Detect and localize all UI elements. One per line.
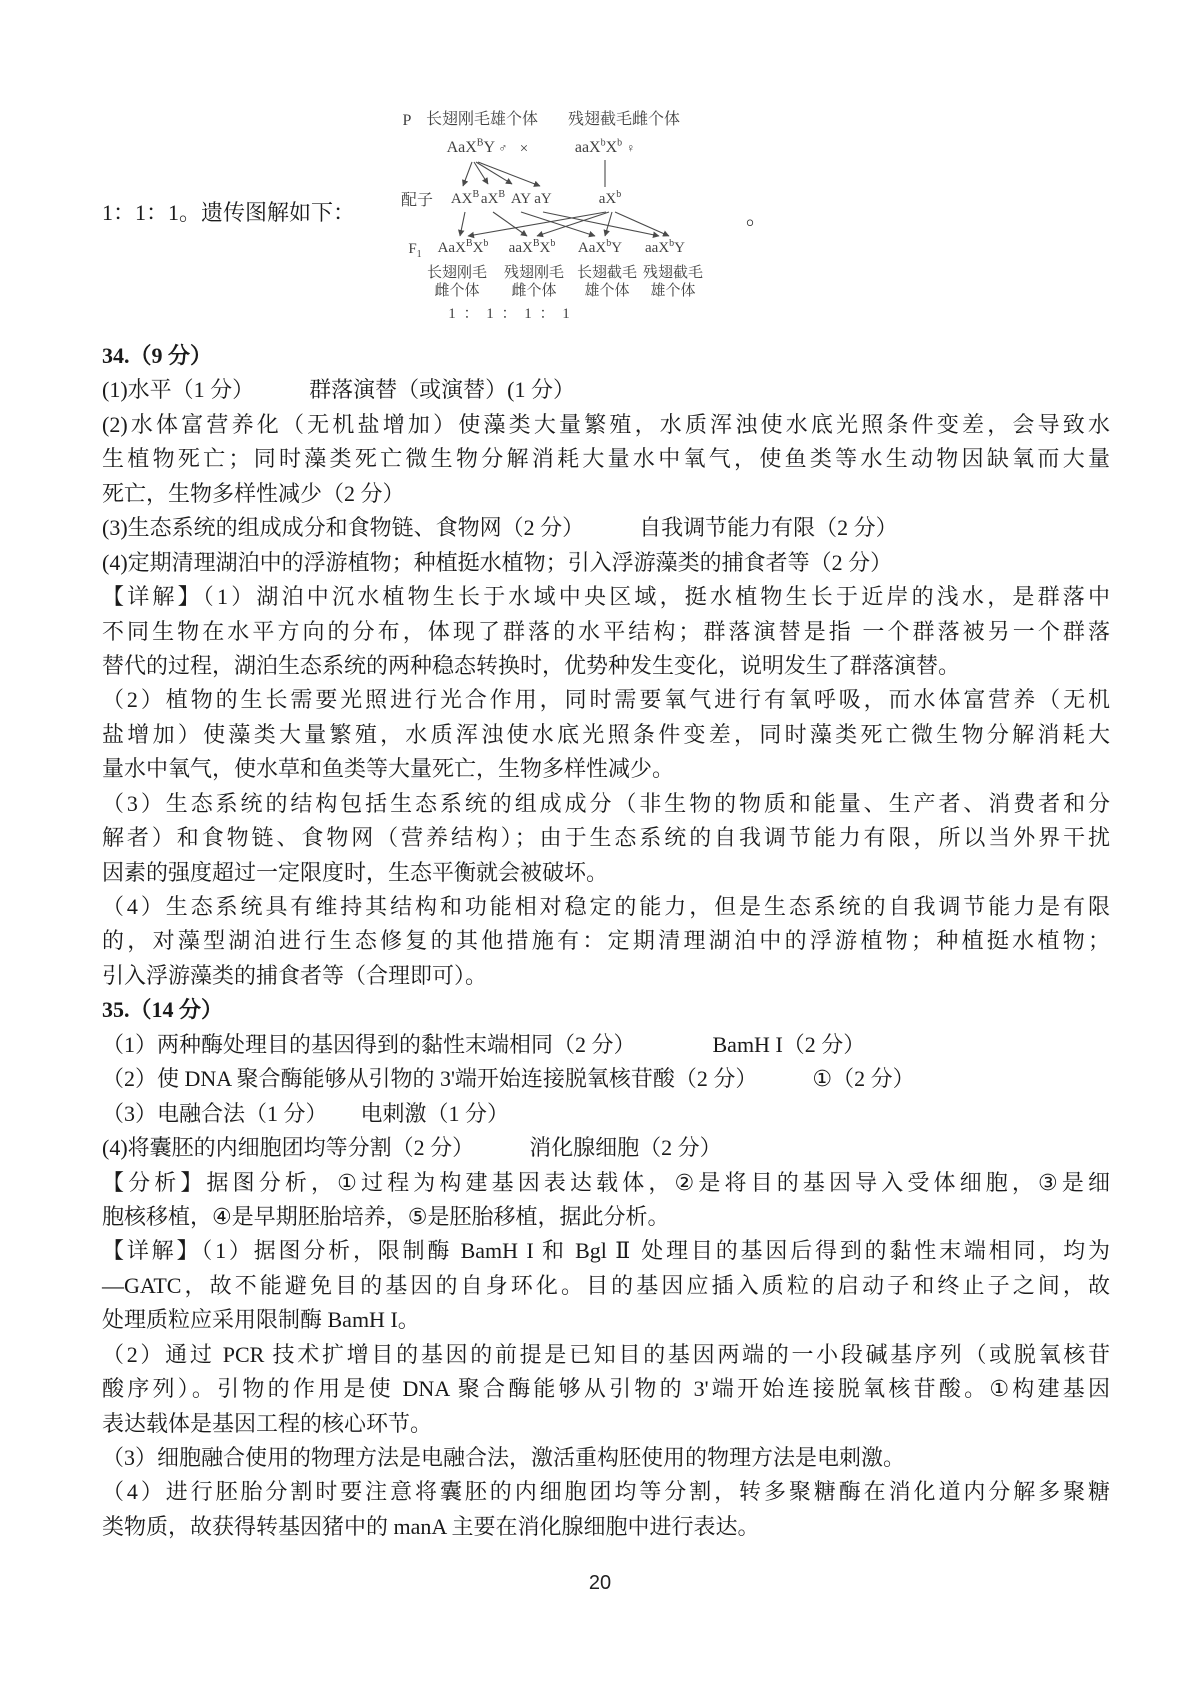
f1-sex-label: 雌个体 <box>434 283 480 299</box>
answer-line: （4）进行胚胎分割时要注意将囊胚的内细胞团均等分割，转多聚糖酶在消化道内分解多聚糖 <box>102 1479 1110 1505</box>
f1-genotype: $AaX^BX^b$ <box>437 238 489 256</box>
answer-line: —GATC，故不能避免目的基因的自身环化。目的基因应插入质粒的启动子和终止子之间，故 <box>102 1272 1110 1298</box>
intro-line: 1：1：1。遗传图解如下： <box>102 200 356 225</box>
cross-symbol: × <box>519 141 529 157</box>
f1-phenotype: 长翅刚毛 <box>426 265 488 281</box>
f1-phenotype: 长翅截毛 <box>576 265 638 281</box>
female-symbol: ♀ <box>626 141 636 155</box>
answer-line: （3）细胞融合使用的物理方法是电融合法，激活重构胚使用的物理方法是电刺激。 <box>102 1445 906 1470</box>
f1-phenotype: 残翅截毛 <box>642 265 704 281</box>
genetic-cross-diagram <box>360 110 720 332</box>
f1-generation-label: $F_1$ <box>408 241 422 260</box>
answer-line: (2)水体富营养化（无机盐增加）使藻类大量繁殖，水质浑浊使水底光照条件变差，会导致水 <box>102 411 1110 437</box>
f1-sex-label: 雌个体 <box>511 283 557 299</box>
answer-line: (1)水平（1 分） 群落演替（或演替）(1 分） <box>102 377 575 403</box>
gametes-label: 配子 <box>400 192 434 209</box>
answer-line: 生植物死亡；同时藻类死亡微生物分解消耗大量水中氧气，使鱼类等水生动物因缺氧而大量 <box>102 446 1110 472</box>
answer-line: 解者）和食物链、食物网（营养结构）；由于生态系统的自我调节能力有限，所以当外界干扰 <box>102 825 1110 851</box>
male-gamete: $aX^B$ <box>480 189 506 207</box>
female-parent-genotype: $aaX^bX^b$ ♀ <box>574 137 636 156</box>
female-gamete: $aX^b$ <box>598 189 622 207</box>
male-symbol: ♂ <box>498 141 508 155</box>
f1-ratio: 1 ： 1 ： 1 ： 1 <box>448 306 572 322</box>
answer-line: 处理质粒应采用限制酶 BamH I。 <box>102 1307 420 1333</box>
parent-generation-label: P <box>402 112 412 129</box>
page-number: 20 <box>588 1572 612 1594</box>
fertilization-arrows <box>460 212 669 236</box>
male-gamete: aY <box>534 191 552 207</box>
answer-line: 引入浮游藻类的捕食者等（合理即可）。 <box>102 962 488 988</box>
answer-line: 死亡，生物多样性减少（2 分） <box>102 480 405 506</box>
answer-line: （3）电融合法（1 分） 电刺激（1 分） <box>102 1100 510 1126</box>
answer-line: 【详解】（1）据图分析，限制酶 BamH I 和 Bgl Ⅱ 处理目的基因后得到的黏性末端相同，均为 <box>102 1238 1110 1264</box>
answer-line: (4)定期清理湖泊中的浮游植物；种植挺水植物；引入浮游藻类的捕食者等（2 分） <box>102 549 893 575</box>
answer-line: 因素的强度超过一定限度时，生态平衡就会被破坏。 <box>102 859 609 885</box>
female-parent-phenotype: 残翅截毛雌个体 <box>567 111 681 128</box>
male-parent-phenotype: 长翅刚毛雄个体 <box>425 111 539 128</box>
male-gamete: AY <box>510 191 532 207</box>
answer-line: 表达载体是基因工程的核心环节。 <box>102 1410 433 1436</box>
answer-line: （2）使 DNA 聚合酶能够从引物的 3'端开始连接脱氧核苷酸（2 分） ①（2 分） <box>102 1066 915 1092</box>
answer-line: 【详解】（1）湖泊中沉水植物生长于水域中央区域，挺水植物生长于近岸的浅水，是群落中 <box>102 584 1110 610</box>
male-gamete: $AX^B$ <box>450 189 480 207</box>
f1-sex-label: 雄个体 <box>650 283 696 299</box>
answer-line: （4）生态系统具有维持其结构和功能相对稳定的能力，但是生态系统的自我调节能力是有限 <box>102 894 1110 919</box>
answer-line: 不同生物在水平方向的分布，体现了群落的水平结构；群落演替是指 一个群落被另一个群落 <box>102 618 1110 644</box>
section-heading: 35.（14 分） <box>102 997 224 1023</box>
answer-line: （2）通过 PCR 技术扩增目的基因的前提是已知目的基因两端的一小段碱基序列（或脱氧核苷 <box>102 1341 1110 1367</box>
answer-line: 类物质，故获得转基因猪中的 manA 主要在消化腺细胞中进行表达。 <box>102 1513 760 1539</box>
answer-line: 【分析】据图分析，①过程为构建基因表达载体，②是将目的基因导入受体细胞，③是细 <box>102 1169 1110 1195</box>
answer-line: （2）植物的生长需要光照进行光合作用，同时需要氧气进行有氧呼吸，而水体富营养（无机 <box>102 687 1110 713</box>
answer-body <box>102 339 1110 1544</box>
answer-line: 量水中氧气，使水草和鱼类等大量死亡，生物多样性减少。 <box>102 756 675 782</box>
male-parent-genotype: AaX$^B$Y ♂ <box>446 137 508 156</box>
f1-phenotype: 残翅刚毛 <box>503 265 565 281</box>
answer-line: (4)将囊胚的内细胞团均等分割（2 分） 消化腺细胞（2 分） <box>102 1135 722 1161</box>
trailing-period: 。 <box>746 204 769 229</box>
f1-sex-label: 雄个体 <box>584 283 630 299</box>
section-heading: 34.（9 分） <box>102 343 213 368</box>
gamete-formation-arrows <box>463 160 605 187</box>
answer-line: 酸序列）。引物的作用是使 DNA 聚合酶能够从引物的 3'端开始连接脱氧核苷酸。①构建基因 <box>102 1376 1110 1402</box>
answer-line: （1）两种酶处理目的基因得到的黏性末端相同（2 分） BamH I（2 分） <box>102 1031 866 1057</box>
f1-genotype: aaX$^b$Y <box>645 238 685 256</box>
answer-line: （3）生态系统的结构包括生态系统的组成成分（非生物的物质和能量、生产者、消费者和分 <box>102 790 1110 816</box>
answer-line: 盐增加）使藻类大量繁殖，水质浑浊使水底光照条件变差，同时藻类死亡微生物分解消耗大 <box>102 721 1110 747</box>
f1-genotype: AaX$^b$Y <box>577 238 623 256</box>
answer-line: 替代的过程，湖泊生态系统的两种稳态转换时，优势种发生变化，说明发生了群落演替。 <box>102 652 961 678</box>
answer-line: 胞核移植，④是早期胚胎培养，⑤是胚胎移植，据此分析。 <box>102 1203 670 1229</box>
f1-genotype: $aaX^BX^b$ <box>508 238 556 256</box>
answer-line: (3)生态系统的组成成分和食物链、食物网（2 分） 自我调节能力有限（2 分） <box>102 515 898 541</box>
answer-line: 的，对藻型湖泊进行生态修复的其他措施有：定期清理湖泊中的浮游植物；种植挺水植物； <box>102 928 1110 954</box>
